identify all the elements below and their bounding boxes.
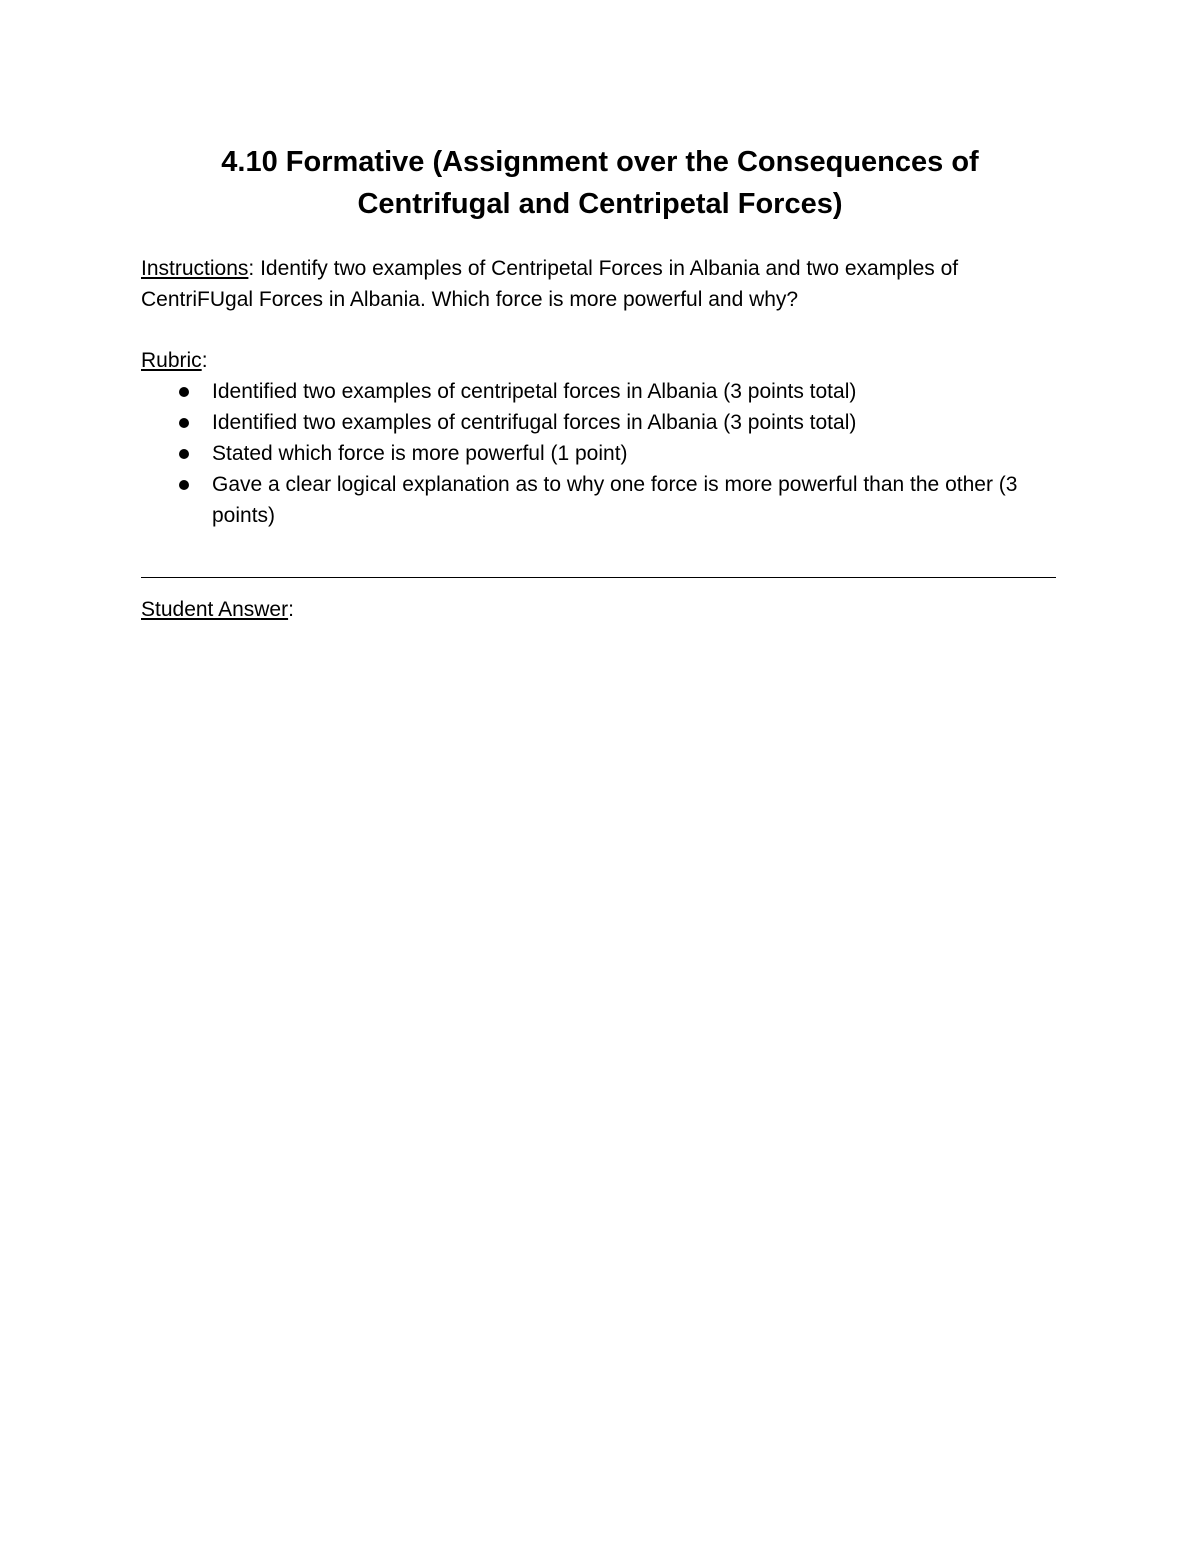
bullet-icon	[179, 418, 189, 428]
rubric-item-text: Identified two examples of centrifugal forces in Albania (3 points total)	[212, 411, 857, 434]
bullet-icon	[179, 449, 189, 459]
student-answer-separator: :	[288, 598, 294, 621]
instructions-text-1: Identify two examples of Centripetal Forces in Albania and two examples of	[254, 257, 959, 280]
rubric-item	[141, 407, 1066, 438]
rubric-separator: :	[201, 349, 208, 372]
rubric-label: Rubric	[141, 349, 202, 372]
instructions-label: Instructions	[141, 257, 249, 280]
instructions-separator: :	[248, 257, 255, 280]
rubric-item-text: Gave a clear logical explanation as to why one force is more powerful than the other (3 points)	[212, 473, 1018, 527]
rubric-item	[141, 469, 1066, 531]
instructions-paragraph	[141, 253, 1066, 315]
student-answer-heading	[141, 594, 1066, 625]
rubric-item	[141, 438, 1066, 469]
rubric-item-text: Identified two examples of centripetal forces in Albania (3 points total)	[212, 380, 857, 403]
section-divider	[141, 577, 1056, 578]
bullet-icon	[179, 387, 189, 397]
instructions-line-2: CentriFUgal Forces in Albania. Which force is more powerful and why?	[141, 288, 799, 311]
page-title	[140, 141, 1060, 225]
rubric-list	[141, 376, 1066, 531]
rubric-item	[141, 376, 1066, 407]
student-answer-label: Student Answer	[141, 598, 289, 621]
title-line-2: Centrifugal and Centripetal Forces)	[357, 188, 843, 220]
rubric-item-text: Stated which force is more powerful (1 point)	[212, 442, 628, 465]
rubric-heading	[141, 345, 1066, 376]
bullet-icon	[179, 480, 189, 490]
title-line-1: 4.10 Formative (Assignment over the Consequences of	[221, 146, 979, 178]
instructions-line-1	[141, 253, 1066, 284]
